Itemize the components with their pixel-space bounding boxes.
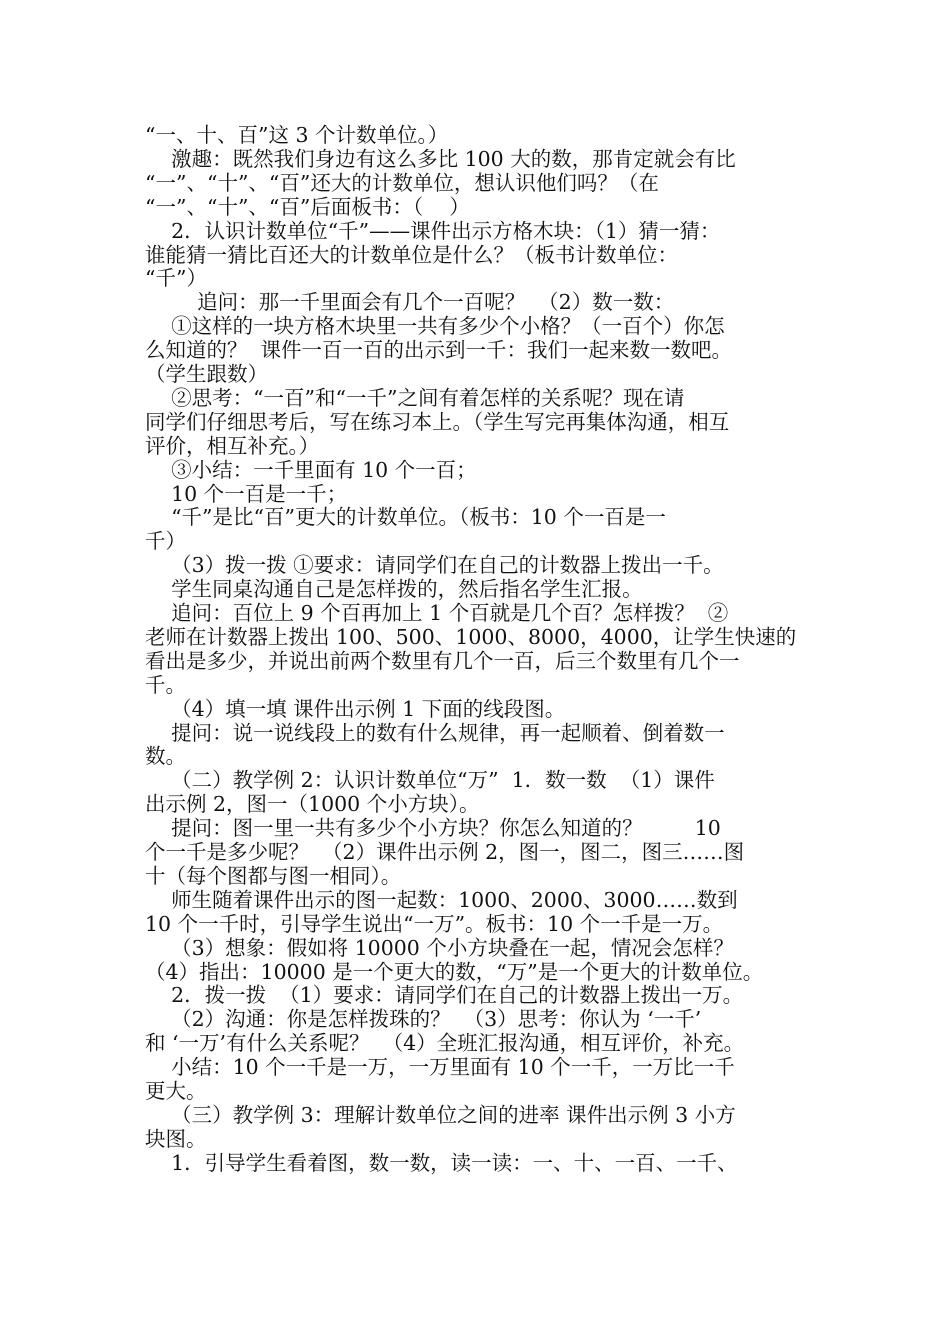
text-line: “一”、“十”、“百”后面板书：（ ） [145,194,470,219]
text-line: （4）指出：10000 是一个更大的数，“万”是一个更大的计数单位。 [145,959,764,984]
text-line: 2．拨一拨 （1）要求：请同学们在自己的计数器上拨出一万。 [145,983,744,1008]
text-line: 更大。 [145,1079,207,1103]
text-line: 激趣：既然我们身边有这么多比 100 大的数，那肯定就会有比 [145,146,736,171]
text-line: 小结：10 个一千是一万，一万里面有 10 个一千，一万比一千 [145,1055,735,1080]
text-line: 千。 [145,672,186,697]
text-line: “一”、“十”、“百”还大的计数单位，想认识他们吗？（在 [145,170,659,195]
text-line: “千”） [145,266,207,291]
text-line: 千） [145,529,186,554]
text-line: （3）拨一拨 ①要求：请同学们在自己的计数器上拨出一千。 [145,553,724,578]
text-line: 数。 [145,744,186,769]
text-line: （二）教学例 2：认识计数单位“万” 1．数一数 （1）课件 [145,768,715,793]
text-line: 么知道的？ 课件一百一百的出示到一千：我们一起来数一数吧。 [145,338,733,363]
text-line: 出示例 2，图一（1000 个小方块）。 [145,792,480,817]
text-line: 个一千是多少呢？ （2）课件出示例 2，图一，图二，图三……图 [145,840,745,864]
text-line: （学生跟数） [145,362,268,386]
text-line: ②思考：“一百”和“一千”之间有着怎样的关系呢？现在请 [145,385,685,410]
text-line: “一、十、百”这 3 个计数单位。） [145,123,449,147]
text-line: 追问：那一千里面会有几个一百呢？ （2）数一数： [145,290,675,315]
text-line: ③小结：一千里面有 10 个一百； [145,457,477,482]
text-line: “千”是比“百”更大的计数单位。（板书：10 个一百是一 [145,505,666,530]
text-line: 老师在计数器上拨出 100、500、1000、8000，4000，让学生快速的 [145,624,797,649]
text-line: （2）沟通：你是怎样拨珠的？ （3）思考：你认为 ‘一千’ [145,1007,702,1032]
text-line: 师生随着课件出示的图一起数：1000、2000、3000……数到 [145,887,738,912]
text-line: 十（每个图都与图一相同）。 [145,863,402,888]
text-line: 2．认识计数单位“千”——课件出示方格木块：（1）猜一猜： [145,218,721,243]
text-line: 看出是多少，并说出前两个数里有几个一百，后三个数里有几个一 [145,648,740,673]
text-line: 谁能猜一猜比百还大的计数单位是什么？（板书计数单位： [145,242,678,267]
text-line: 提问：说一说线段上的数有什么规律，再一起顺着、倒着数一 [145,720,725,745]
text-line: 同学们仔细思考后，写在练习本上。（学生写完再集体沟通，相互 [145,409,730,434]
text-line: （三）教学例 3：理解计数单位之间的进率 课件出示例 3 小方 [145,1102,736,1127]
text-line: 10 个一千时，引导学生说出“一万”。板书：10 个一千是一万。 [145,911,724,936]
text-line: 10 个一百是一千； [145,481,348,506]
text-line: 和 ‘一万’有什么关系呢？ （4）全班汇报沟通，相互评价，补充。 [145,1031,745,1056]
text-line: 提问：图一里一共有多少个小方块？你怎么知道的？ 10 [145,816,721,841]
text-line: ①这样的一块方格木块里一共有多少个小格？（一百个）你怎 [145,314,725,339]
text-line: （4）填一填 课件出示例 1 下面的线段图。 [145,696,566,721]
text-line: 评价，相互补充。） [145,433,320,458]
text-line: 块图。 [145,1126,207,1151]
text-line: 学生同桌沟通自己是怎样拨的，然后指名学生汇报。 [145,577,643,602]
text-line: （3）想象：假如将 10000 个小方块叠在一起，情况会怎样？ [145,935,734,960]
text-line: 1．引导学生看着图，数一数，读一读：一、十、一百、一千、 [145,1150,738,1175]
text-line: 追问：百位上 9 个百再加上 1 个百就是几个百？怎样拨？ ② [145,601,729,625]
